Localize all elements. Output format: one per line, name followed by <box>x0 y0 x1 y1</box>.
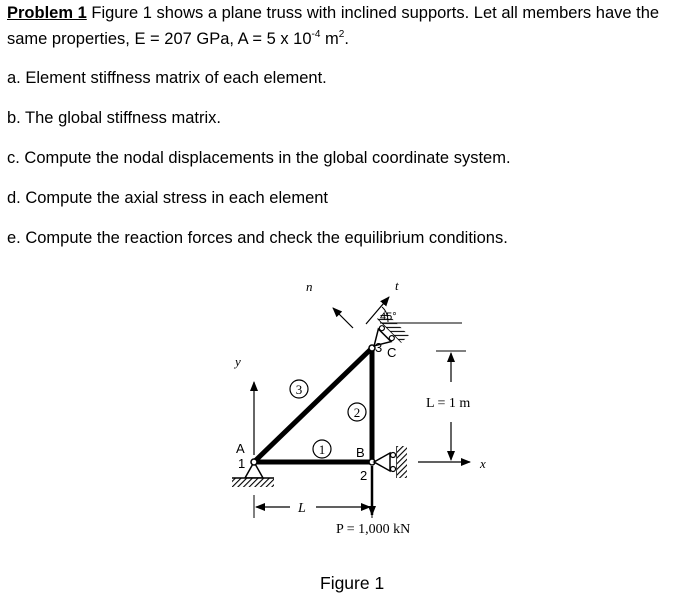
length-dimension-label: L <box>298 501 306 516</box>
element-2-label: 2 <box>353 405 361 420</box>
node-c-label: C <box>387 345 397 360</box>
question-a: a. Element stiffness matrix of each element. <box>7 69 327 87</box>
question-d: d. Compute the axial stress in each element <box>7 189 329 207</box>
problem-line-1-text: Figure 1 shows a plane truss with inclined supports. Let all members have the <box>86 4 660 22</box>
area-unit-exponent: 2 <box>338 29 345 40</box>
figure-caption: Figure 1 <box>320 573 385 593</box>
n-axis-label: n <box>306 279 313 294</box>
node-3-number: 3 <box>375 340 383 355</box>
question-e: e. Compute the reaction forces and check the equilibrium conditions. <box>7 229 508 247</box>
n-axis-arrow <box>333 308 353 328</box>
node-a-label: A <box>236 441 245 456</box>
load-label: P = 1,000 kN <box>336 522 411 537</box>
t-axis-label: t <box>395 278 399 293</box>
element-1-label: 1 <box>318 442 326 457</box>
node-1-number: 1 <box>238 456 246 471</box>
question-c: c. Compute the nodal displacements in the global coordinate system. <box>7 149 511 167</box>
y-axis-label: y <box>235 354 241 369</box>
roller-support-b <box>369 446 407 478</box>
area-exponent: -4 <box>311 29 321 40</box>
x-axis-label: x <box>480 456 486 471</box>
question-b: b. The global stiffness matrix. <box>7 109 221 127</box>
angle-label: 45° <box>380 311 397 323</box>
node-b-label: B <box>356 445 365 460</box>
area-unit: m <box>320 30 339 48</box>
height-dimension-label: L = 1 m <box>426 396 471 411</box>
properties-text: same properties, E = 207 GPa, A = 5 x 10 <box>7 30 312 48</box>
node-2-number: 2 <box>360 468 368 483</box>
problem-heading: Problem 1 <box>7 4 87 22</box>
properties-period: . <box>344 30 349 48</box>
element-3-label: 3 <box>295 382 303 397</box>
